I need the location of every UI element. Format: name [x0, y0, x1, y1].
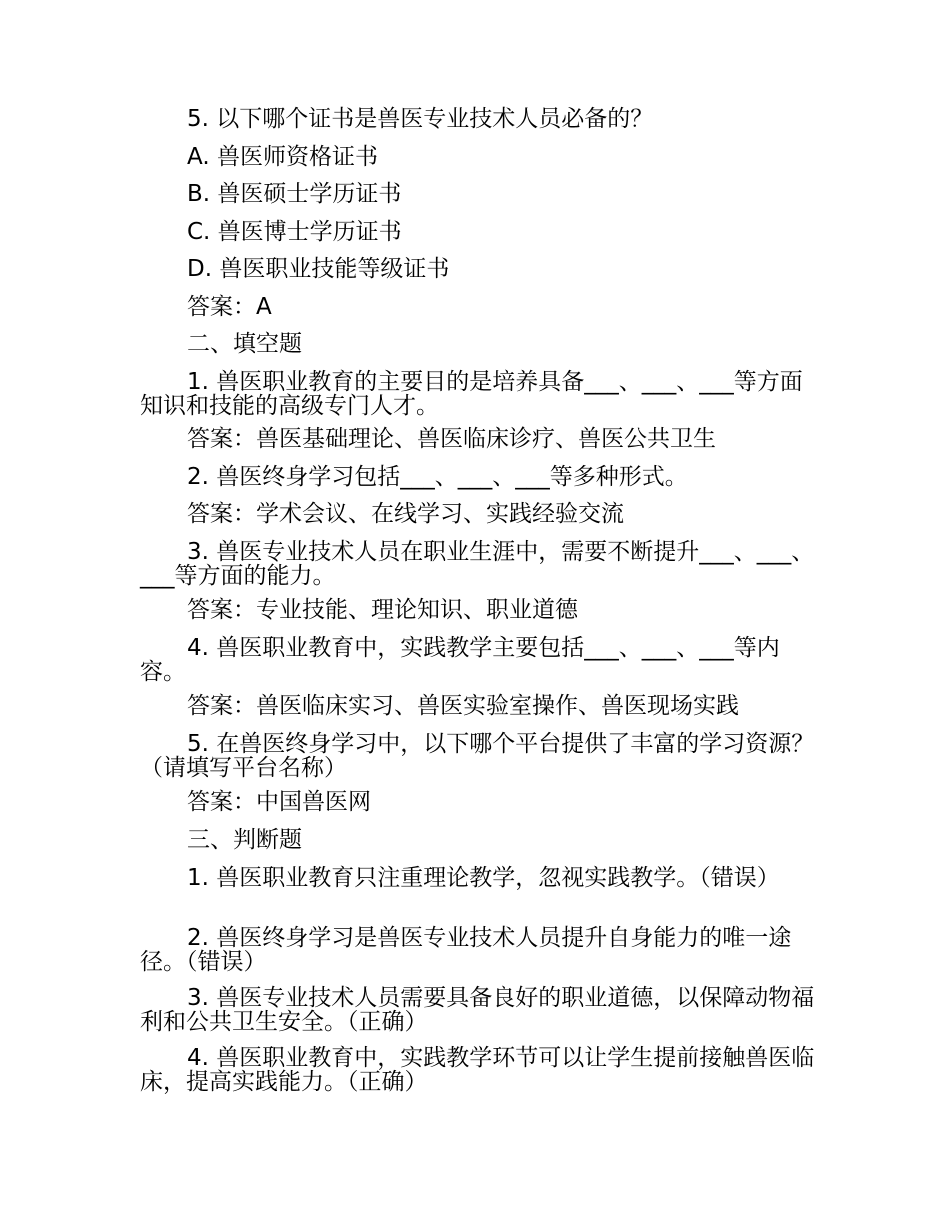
question-fill-5: 5. 在兽医终身学习中，以下哪个平台提供了丰富的学习资源？（请填写平台名称）: [140, 731, 815, 781]
section-heading-true-false: 三、判断题: [187, 827, 302, 853]
answer-fill-3: 答案：专业技能、理论知识、职业道德: [187, 597, 578, 623]
question-mc-5: 5. 以下哪个证书是兽医专业技术人员必备的？: [187, 106, 654, 132]
question-fill-3: 3. 兽医专业技术人员在职业生涯中，需要不断提升___、___、___等方面的能力。: [140, 539, 815, 589]
statement-tf-1: 1. 兽医职业教育只注重理论教学，忽视实践教学。（错误）: [187, 865, 780, 891]
answer-mc-5: 答案：A: [187, 294, 272, 320]
answer-fill-5: 答案：中国兽医网: [187, 789, 371, 815]
question-fill-2: 2. 兽医终身学习包括___、___、___等多种形式。: [187, 464, 688, 490]
question-fill-1: 1. 兽医职业教育的主要目的是培养具备___、___、___等方面知识和技能的高级专门人才。: [140, 369, 803, 419]
statement-tf-4: 4. 兽医职业教育中，实践教学环节可以让学生提前接触兽医临床，提高实践能力。（正确）: [140, 1045, 815, 1095]
section-heading-fill-blank: 二、填空题: [187, 331, 302, 357]
option-a: A. 兽医师资格证书: [187, 144, 378, 170]
statement-tf-3: 3. 兽医专业技术人员需要具备良好的职业道德，以保障动物福利和公共卫生安全。（正确）: [140, 985, 815, 1035]
option-d: D. 兽医职业技能等级证书: [187, 256, 450, 282]
answer-fill-1: 答案：兽医基础理论、兽医临床诊疗、兽医公共卫生: [187, 426, 716, 452]
statement-tf-2: 2. 兽医终身学习是兽医专业技术人员提升自身能力的唯一途径。（错误）: [140, 925, 792, 975]
answer-fill-4: 答案：兽医临床实习、兽医实验室操作、兽医现场实践: [187, 693, 739, 719]
answer-fill-2: 答案：学术会议、在线学习、实践经验交流: [187, 501, 624, 527]
question-fill-4: 4. 兽医职业教育中，实践教学主要包括___、___、___等内容。: [140, 635, 780, 685]
option-b: B. 兽医硕士学历证书: [187, 181, 402, 207]
option-c: C. 兽医博士学历证书: [187, 219, 402, 245]
